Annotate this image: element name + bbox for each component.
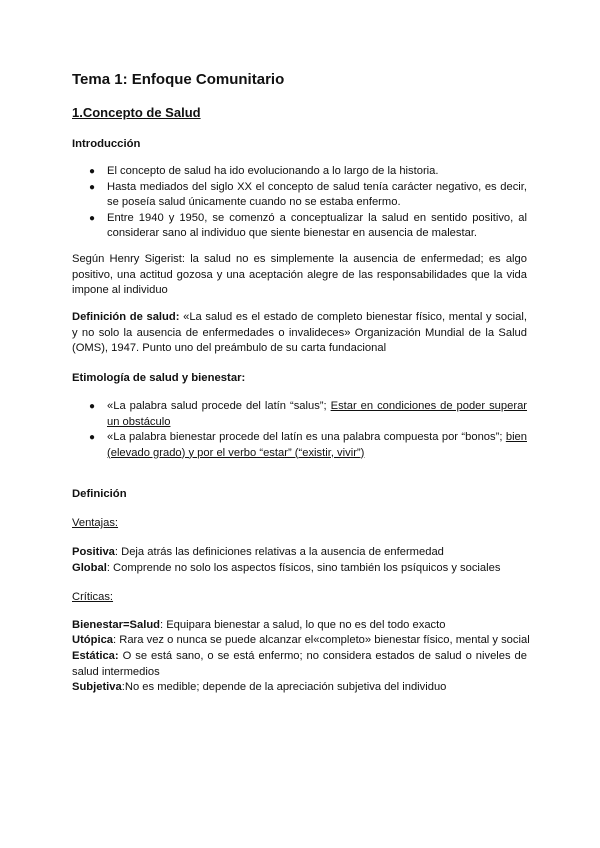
intro-bullet-list	[72, 164, 527, 242]
ventaja-positiva: Positiva: Deja atrás las definiciones relativas a la ausencia de enfermedad	[72, 546, 444, 558]
ventajas-label: Ventajas:	[72, 517, 119, 529]
criticas-label: Críticas:	[72, 591, 114, 603]
oms-definition-label: Definición de salud:	[72, 311, 180, 323]
list-item: ● El concepto de salud ha ido evolucionando a lo largo de la historia.	[72, 164, 527, 180]
bullet-icon: ●	[89, 212, 96, 224]
critica-estatica: Estática: O se está sano, o se está enfermo; no considera estados de salud o niveles de salud intermedios	[72, 650, 527, 678]
oms-definition-text: «La salud es el estado de completo bienestar físico, mental y social, y no solo la ausencia de enfermedades o invalideces» Organización Mundial de la Salud (OMS), 1947. Punto uno del preámbulo de su carta fundacional	[72, 311, 527, 354]
critica-subjetiva: Subjetiva:No es medible; depende de la apreciación subjetiva del individuo	[72, 681, 447, 693]
oms-definition-paragraph	[72, 310, 527, 357]
list-item: ● «La palabra salud procede del latín “salus”; Estar en condiciones de poder superar un obstáculo	[89, 400, 528, 428]
etimologia-heading: Etimología de salud y bienestar:	[72, 372, 246, 384]
intro-heading: Introducción	[72, 138, 141, 150]
bullet-icon: ●	[89, 432, 96, 443]
sigerist-paragraph: Según Henry Sigerist: la salud no es simplemente la ausencia de enfermedad; es algo positivo, una actitud gozosa y una aceptación alegre de las responsabilidades que la vida impone al individuo	[72, 253, 527, 296]
list-item: ● Hasta mediados del siglo XX el concepto de salud tenía carácter negativo, es decir, se poseía salud únicamente cuando no se estaba enfermo.	[89, 180, 527, 208]
etimologia-bullet-list	[72, 399, 527, 461]
bullet-icon: ●	[89, 181, 96, 193]
list-item: ● Entre 1940 y 1950, se comenzó a conceptualizar la salud en sentido positivo, al considerar sano al individuo que siente bienestar en ausencia de malestar.	[89, 211, 527, 239]
ventaja-global: Global: Comprende no solo los aspectos físicos, sino también los psíquicos y sociales	[72, 562, 501, 574]
document-title: Tema 1: Enfoque Comunitario	[72, 71, 285, 88]
bullet-icon: ●	[89, 401, 96, 412]
definicion-heading: Definición	[72, 488, 127, 500]
critica-bienestar-salud: Bienestar=Salud: Equipara bienestar a salud, lo que no es del todo exacto	[72, 619, 446, 631]
section-title: 1.Concepto de Salud	[72, 105, 201, 120]
bullet-icon: ●	[89, 166, 96, 177]
critica-utopica: Utópica: Rara vez o nunca se puede alcanzar el«completo» bienestar físico, mental y social	[72, 634, 530, 646]
list-item: ● «La palabra bienestar procede del latín es una palabra compuesta por “bonos”; bien (elevado grado) y por el verbo “estar” (“existir, vivir”)	[89, 431, 527, 459]
